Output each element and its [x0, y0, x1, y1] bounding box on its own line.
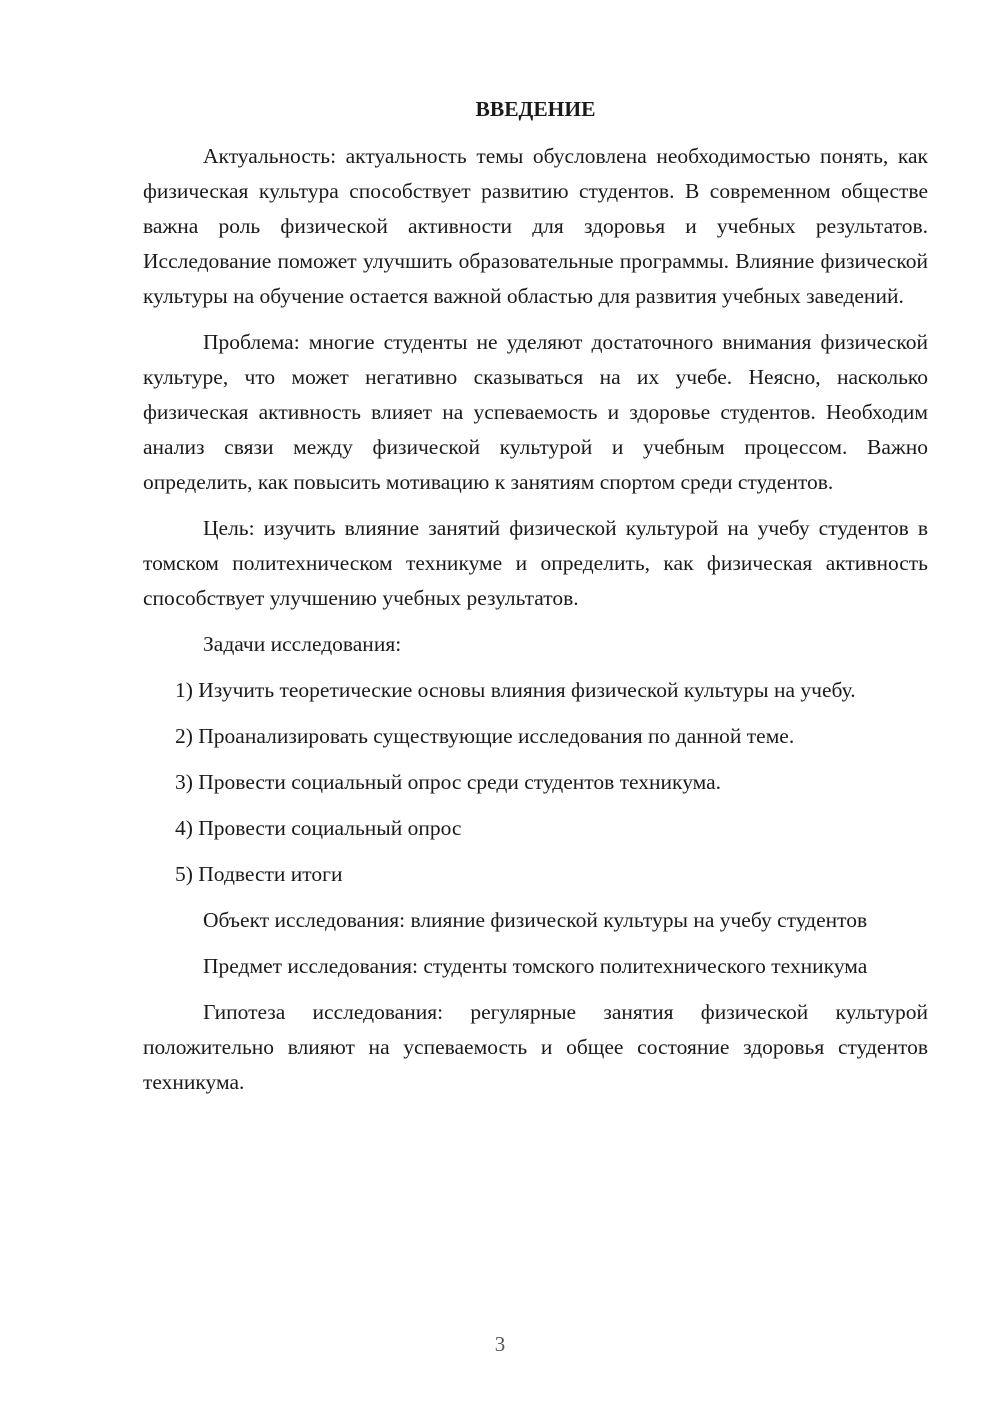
- paragraph-object: Объект исследования: влияние физической культуры на учебу студентов: [203, 908, 868, 932]
- document-page: [143, 92, 928, 1111]
- page-number: 3: [494, 1332, 506, 1356]
- paragraph-hypothesis: Гипотеза исследования: регулярные занятия физической культурой положительно влияют на успеваемость и общее состояние здоровья студентов техникума.: [143, 1000, 928, 1094]
- paragraph-problem: Проблема: многие студенты не уделяют достаточного внимания физической культуре, что может негативно сказываться на их учебе. Неясно, насколько физическая активность влияет на успеваемость и здоровье студентов. Необходим анализ связи между физической культурой и учебным процессом. Важно определить, как повысить мотивацию к занятиям спортом среди студентов.: [143, 330, 928, 494]
- section-title: ВВЕДЕНИЕ: [475, 97, 596, 121]
- paragraph-relevance: Актуальность: актуальность темы обусловлена необходимостью понять, как физическая культура способствует развитию студентов. В современном обществе важна роль физической активности для здоровья и учебных результатов. Исследование поможет улучшить образовательные программы. Влияние физической культуры на обучение остается важной областью для развития учебных заведений.: [143, 144, 928, 308]
- task-item: 3) Провести социальный опрос среди студентов техникума.: [175, 770, 722, 794]
- paragraph-goal: Цель: изучить влияние занятий физической культурой на учебу студентов в томском политехническом техникуме и определить, как физическая активность способствует улучшению учебных результатов.: [143, 516, 928, 610]
- tasks-heading: Задачи исследования:: [203, 632, 402, 656]
- task-item: 5) Подвести итоги: [175, 862, 343, 886]
- task-item: 2) Проанализировать существующие исследования по данной теме.: [175, 724, 795, 748]
- task-item: 1) Изучить теоретические основы влияния физической культуры на учебу.: [175, 678, 856, 702]
- paragraph-subject: Предмет исследования: студенты томского политехнического техникума: [203, 954, 868, 978]
- task-item: 4) Провести социальный опрос: [175, 816, 462, 840]
